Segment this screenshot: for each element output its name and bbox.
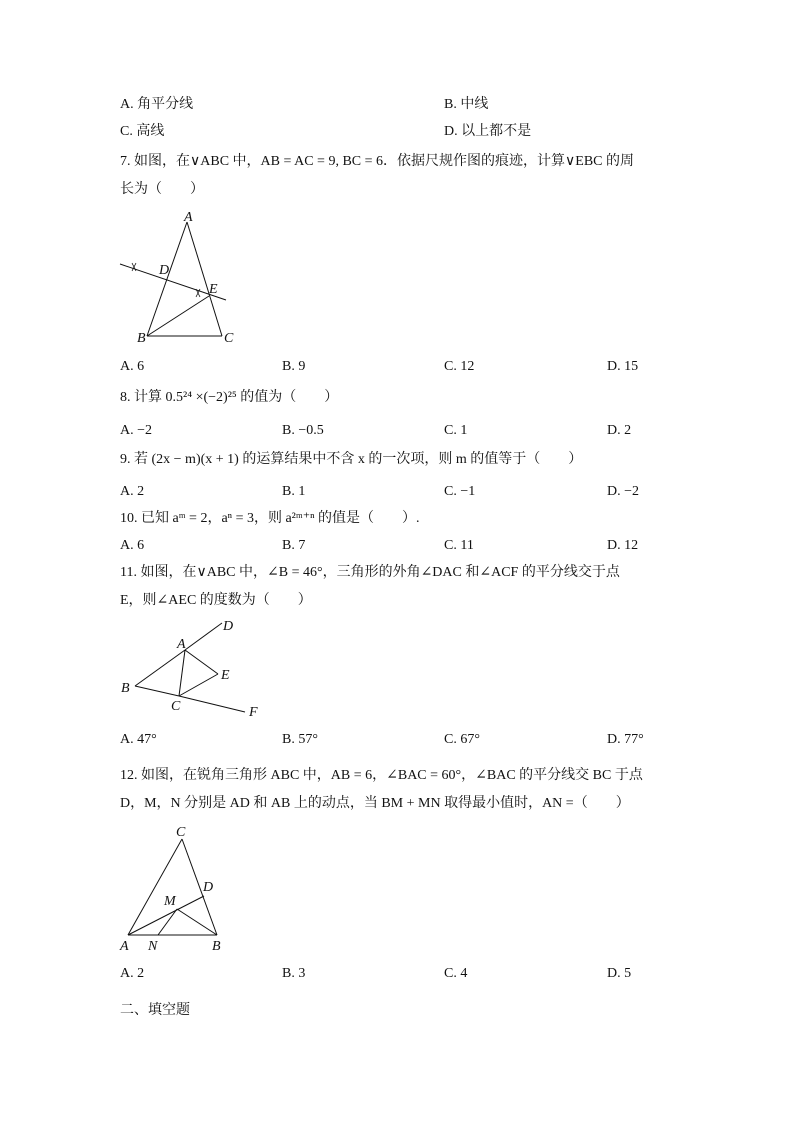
q11-stem-line2: E，则∠AEC 的度数为（ ） bbox=[120, 593, 312, 608]
q7-option-c: C. 12 bbox=[444, 359, 475, 374]
q7-stem-line2: 长为（ ） bbox=[120, 182, 204, 197]
q11-stem-line1: 11. 如图，在∨ABC 中，∠B = 46°，三角形的外角∠DAC 和∠ACF 的平分线交于点 bbox=[120, 565, 620, 580]
q10-option-c: C. 11 bbox=[444, 538, 474, 553]
q12-stem-line1: 12. 如图，在锐角三角形 ABC 中，AB = 6，∠BAC = 60°，∠BAC 的平分线交 BC 于点 bbox=[120, 768, 643, 783]
q6-option-c: C. 高线 bbox=[120, 124, 165, 139]
q12-stem-line2: D，M，N 分别是 AD 和 AB 上的动点，当 BM + MN 取得最小值时，AN =（ ） bbox=[120, 796, 630, 811]
q12-label-c: C bbox=[176, 825, 186, 840]
q9-option-a: A. 2 bbox=[120, 484, 145, 499]
q7-label-e: E bbox=[209, 282, 218, 297]
q8-option-a: A. −2 bbox=[120, 423, 153, 438]
q11-label-e: E bbox=[221, 668, 230, 683]
q11-label-f: F bbox=[249, 705, 258, 720]
q11-option-a: A. 47° bbox=[120, 732, 157, 747]
q7-option-a: A. 6 bbox=[120, 359, 145, 374]
q12-option-b: B. 3 bbox=[282, 966, 306, 981]
q7-label-b: B bbox=[137, 331, 146, 346]
q10-option-a: A. 6 bbox=[120, 538, 145, 553]
q7-option-d: D. 15 bbox=[607, 359, 639, 374]
q12-label-n: N bbox=[148, 939, 158, 954]
q10-stem: 10. 已知 aᵐ = 2，aⁿ = 3，则 a²ᵐ⁺ⁿ 的值是（ ）. bbox=[120, 511, 420, 526]
q11-label-a: A bbox=[177, 637, 186, 652]
q11-option-d: D. 77° bbox=[607, 732, 644, 747]
q12-figure bbox=[110, 818, 240, 958]
q7-label-c: C bbox=[224, 331, 234, 346]
q10-option-d: D. 12 bbox=[607, 538, 639, 553]
q12-option-d: D. 5 bbox=[607, 966, 632, 981]
q7-label-d: D bbox=[159, 263, 170, 278]
q11-option-c: C. 67° bbox=[444, 732, 480, 747]
q8-option-c: C. 1 bbox=[444, 423, 468, 438]
q12-option-a: A. 2 bbox=[120, 966, 145, 981]
q7-option-b: B. 9 bbox=[282, 359, 306, 374]
q6-option-a: A. 角平分线 bbox=[120, 97, 194, 112]
q9-option-b: B. 1 bbox=[282, 484, 306, 499]
q8-option-d: D. 2 bbox=[607, 423, 632, 438]
q12-label-b: B bbox=[212, 939, 221, 954]
section-heading: 二、填空题 bbox=[120, 1003, 190, 1018]
q9-stem: 9. 若 (2x − m)(x + 1) 的运算结果中不含 x 的一次项，则 m 的值等于（ ） bbox=[120, 452, 583, 467]
q12-label-a: A bbox=[120, 939, 129, 954]
q8-stem: 8. 计算 0.5²⁴ ×(−2)²⁵ 的值为（ ） bbox=[120, 390, 339, 405]
q11-figure bbox=[115, 612, 275, 722]
q12-label-d: D bbox=[203, 880, 214, 895]
q6-option-d: D. 以上都不是 bbox=[444, 124, 532, 139]
q12-option-c: C. 4 bbox=[444, 966, 468, 981]
q8-option-b: B. −0.5 bbox=[282, 423, 324, 438]
q7-label-a: A bbox=[184, 210, 193, 225]
q9-option-d: D. −2 bbox=[607, 484, 640, 499]
q6-option-b: B. 中线 bbox=[444, 97, 489, 112]
q9-option-c: C. −1 bbox=[444, 484, 476, 499]
q12-label-m: M bbox=[164, 894, 176, 909]
q11-label-c: C bbox=[171, 699, 181, 714]
q7-figure bbox=[110, 205, 240, 345]
q11-option-b: B. 57° bbox=[282, 732, 318, 747]
q11-label-d: D bbox=[223, 619, 234, 634]
q7-stem-line1: 7. 如图，在∨ABC 中，AB = AC = 9, BC = 6．依据尺规作图的痕迹，计算∨EBC 的周 bbox=[120, 154, 634, 169]
q10-option-b: B. 7 bbox=[282, 538, 306, 553]
q11-label-b: B bbox=[121, 681, 130, 696]
